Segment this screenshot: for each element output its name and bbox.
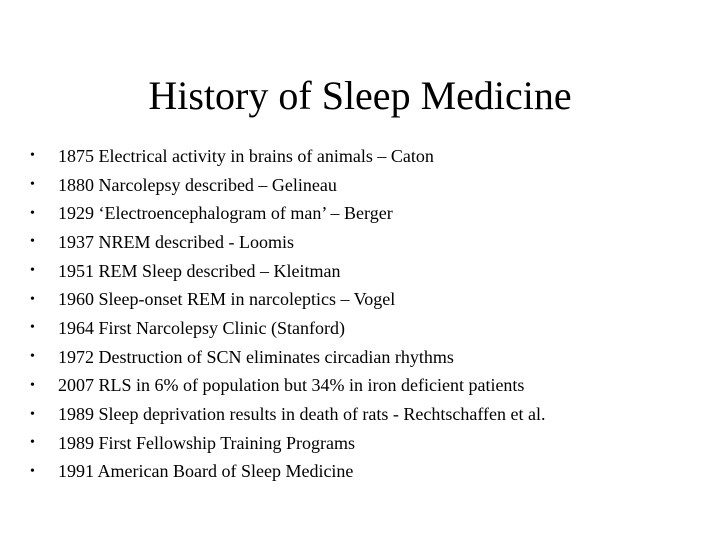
bullet-text: 2007 RLS in 6% of population but 34% in iron deficient patients bbox=[58, 375, 525, 396]
bullet-item bbox=[30, 199, 700, 228]
bullet-item bbox=[30, 343, 700, 372]
bullet-text: 1989 First Fellowship Training Programs bbox=[58, 432, 356, 453]
bullet-icon: • bbox=[30, 377, 35, 393]
bullet-icon: • bbox=[30, 205, 35, 221]
bullet-icon: • bbox=[30, 263, 35, 279]
bullet-icon: • bbox=[30, 148, 35, 164]
bullet-text: 1972 Destruction of SCN eliminates circadian rhythms bbox=[58, 346, 454, 367]
bullet-icon: • bbox=[30, 463, 35, 479]
bullet-item bbox=[30, 400, 700, 429]
bullet-text: 1929 ‘Electroencephalogram of man’ – Berger bbox=[58, 203, 393, 224]
bullet-icon: • bbox=[30, 349, 35, 365]
bullet-icon: • bbox=[30, 320, 35, 336]
bullet-text: 1875 Electrical activity in brains of animals – Caton bbox=[58, 145, 434, 166]
bullet-item bbox=[30, 171, 700, 200]
bullet-icon: • bbox=[30, 291, 35, 307]
bullet-text: 1960 Sleep-onset REM in narcoleptics – Vogel bbox=[58, 289, 396, 310]
bullet-text: 1991 American Board of Sleep Medicine bbox=[58, 461, 354, 482]
bullet-icon: • bbox=[30, 177, 35, 193]
bullet-item bbox=[30, 458, 700, 487]
bullet-item bbox=[30, 228, 700, 257]
bullet-text: 1880 Narcolepsy described – Gelineau bbox=[58, 174, 337, 195]
bullet-item bbox=[30, 142, 700, 171]
bullet-icon: • bbox=[30, 435, 35, 451]
bullet-item bbox=[30, 429, 700, 458]
bullet-text: 1989 Sleep deprivation results in death of rats - Rechtschaffen et al. bbox=[58, 404, 546, 425]
bullet-text: 1937 NREM described - Loomis bbox=[58, 231, 294, 252]
bullet-item bbox=[30, 372, 700, 401]
bullet-item bbox=[30, 285, 700, 314]
bullet-item bbox=[30, 314, 700, 343]
bullet-icon: • bbox=[30, 234, 35, 250]
bullet-icon: • bbox=[30, 406, 35, 422]
bullet-list bbox=[30, 142, 700, 486]
bullet-text: 1964 First Narcolepsy Clinic (Stanford) bbox=[58, 317, 345, 338]
bullet-item bbox=[30, 257, 700, 286]
slide-title: History of Sleep Medicine bbox=[148, 73, 572, 118]
bullet-text: 1951 REM Sleep described – Kleitman bbox=[58, 260, 341, 281]
